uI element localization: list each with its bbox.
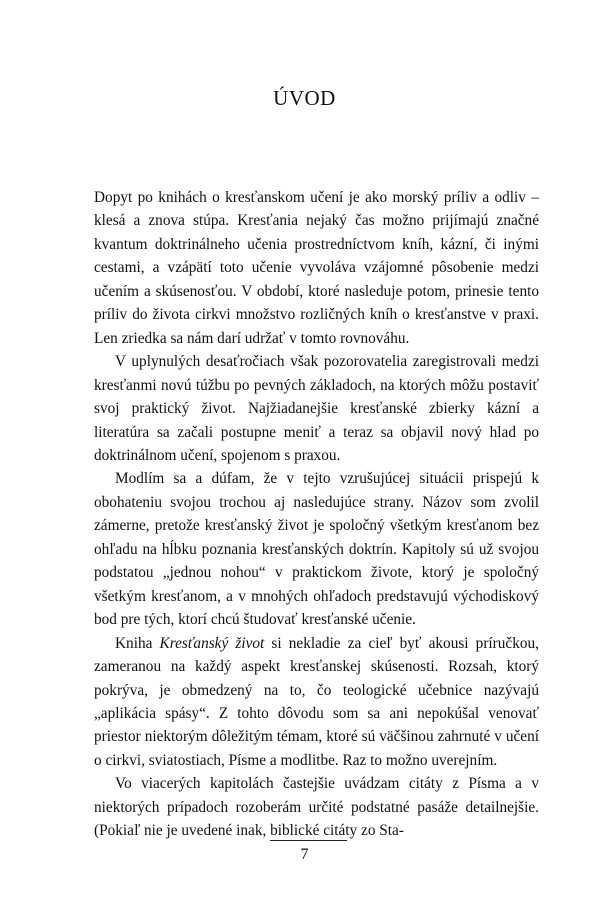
book-title-emphasis: Kresťanský život xyxy=(159,634,265,652)
page-title: ÚVOD xyxy=(273,86,336,110)
paragraph-5: Vo viacerých kapitolách častejšie uvádzam citáty z Písma a v niektorých prípadoch rozoberám určité podstatné pasáže detailnejšie. (Pokiaľ nie je uvedené inak, biblické citáty zo Sta- xyxy=(94,775,539,840)
paragraph-4-rest: si nekladie za cieľ byť akousi príručkou, zameranou na každý aspekt kresťanskej skúsenosti. Rozsah, ktorý pokrýva, je obmedzený na to, čo teologické učebnice nazývajú „aplikácia spásy“. Z tohto dôvodu som sa ani nepokúšal venovať priestor niektorým dôležitým témam, ktoré sú väčšinou zahrnuté v učení o cirkvi, sviatostiach, Písme a modlitbe. Raz to možno uverejním. xyxy=(94,634,539,769)
page-number: 7 xyxy=(300,846,309,863)
paragraph-2: V uplynulých desaťročiach však pozorovatelia zaregistrovali medzi kresťanmi novú túžbu po pevných základoch, na ktorých môžu postaviť svoj praktický život. Najžiadanejšie kresťanské zbierky kázní a literatúra sa začali postupne meniť a teraz sa objavil nový hlad po doktrinálnom učení, spojenom s praxou. xyxy=(94,353,539,464)
body-text xyxy=(94,186,539,843)
paragraph-3: Modlím sa a dúfam, že v tejto vzrušujúcej situácii prispejú k obohateniu svojou trochou aj nasledujúce strany. Názov som zvolil zámerne, pretože kresťanský život je spoločný všetkým kresťanom bez ohľadu na hĺbku poznania kresťanských doktrín. Kapitoly sú už svojou podstatou „jednou nohou“ v praktickom živote, ktorý je spoločný všetkým kresťanom, a v mnohých ohľadoch predstavujú východiskový bod pre tých, ktorí chcú študovať kresťanské učenie. xyxy=(94,470,539,629)
paragraph-1: Dopyt po knihách o kresťanskom učení je ako morský príliv a odliv – klesá a znova stúpa. Kresťania nejaký čas možno prijímajú značné kvantum doktrinálneho učenia prostredníctvom kníh, kázní, či inými cestami, a vzápätí toto učenie vyvoláva vzájomné pôsobenie medzi učením a skúsenosťou. V období, ktoré nasleduje potom, prinesie tento príliv do života cirkvi množstvo rozličných kníh o kresťanstve v praxi. Len zriedka sa nám darí udržať v tomto rovnováhu. xyxy=(94,189,539,347)
paragraph-4 xyxy=(94,632,539,773)
paragraph-4-lead: Kniha xyxy=(115,634,160,652)
footer-rule xyxy=(270,840,347,841)
